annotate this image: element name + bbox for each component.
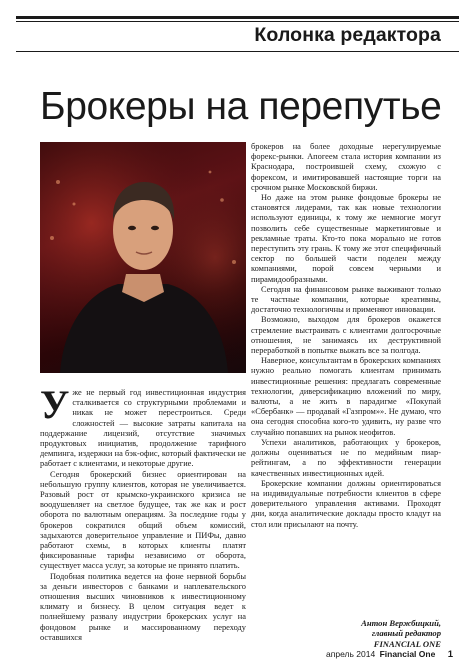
author-signature [361,618,441,649]
header-rule-under [16,51,459,52]
article-column-left [40,382,246,643]
editor-photo [40,142,246,373]
paragraph-lead: Уже не первый год инвестиционная индустрия сталкивается со структурными проблемами и никак не может перестроиться. Среди сложностей — высокие затраты капитала на поддержание лицензий, отсутствие значимых продуктовых инициатив, продолжение тарифного демпинга, издержки на бэк-офис, который фактически не работает с клиентами, и некоторые другие. [40,382,246,469]
headline: Брокеры на перепутье [40,85,442,128]
paragraph: Сегодня на финансовом рынке выживают только те частные компании, которые креативны, достаточно технологичны и применяют инновации. [251,284,441,315]
author-name: Антон Вержбицкий, [361,618,441,628]
paragraph-continued: брокеров на более доходные нерегулируемые форекс-рынки. Апогеем стала история компании из Краснодара, построившей схему, схожую с форексом, и имитировавшей настоящие торги на срочном рынке Московской биржи. [251,142,441,192]
author-publication: FINANCIAL ONE [373,638,441,649]
author-role: главный редактор [371,628,441,639]
page-footer [326,649,453,660]
paragraph: Сегодня брокерский бизнес ориентирован на небольшую группу клиентов, которая не увеличивается. Разовый рост от крымско-украинского кризиса не воодушевляет на светлое будущее, так же как и рост оборота по валютным операциям. За последние годы у брокеров сократился общий объем комиссий, задыхаются доверительное управление и ПИФы, давно работают схемы, в которых клиенты платят фиксированные тарифы независимо от оборота, существует масса услуг, за которые не принято платить. [40,469,246,571]
paragraph: Подобная политика ведется на фоне нервной борьбы за деньги инвесторов с банками и наплевательского отношения высших чиновников к инвестиционному климату и бизнесу. В целом ситуация ведет к полнейшему развалу индустрии брокерских услуг на фондовом рынке и массированному переходу оставшихся [40,571,246,642]
header-rule-thick [16,16,459,19]
portrait-icon [40,142,246,373]
page-number: 1 [447,649,453,660]
paragraph: Возможно, выходом для брокеров окажется стремление выстраивать с клиентами долгосрочные отношения, не занимаясь их деструктивной переработкой в попытке выжать все за полгода. [251,315,441,356]
paragraph: Но даже на этом рынке фондовые брокеры не становятся лидерами, так как новые технологии используют единицы, к тому же немногие могут позволить себе существенные маркетинговые и рекламные траты. Кто-то пока морально не готов переступить эту грань. К тому же этот специфичный сектор по большей части поделен между компаниями, порой совсем черными и пирамидообразными. [251,193,441,284]
paragraph: Брокерские компании должны ориентироваться на индивидуальные потребности клиентов в сфере доверительного управления активами. Проходят дни, когда аналитические доклады просто кладут на стол или присылают на почту. [251,478,441,529]
issue-date: апрель 2014 [326,649,376,659]
footer-brand: Financial One [379,649,436,659]
dropcap: У [40,382,70,427]
paragraph: Наверное, консультантам в брокерских компаниях нужно реально помогать клиентам принимать инвестиционные решения: предлагать современные технологии, диверсификацию вложений по миру, валюты, а не жить в парадигме «Покупай «Сбербанк» — продавай «Газпром»». Не думаю, что она сегодня способна кого-то удивить, ну разве что случайно попавших на рынок неофитов. [251,356,441,437]
paragraph: Успехи аналитиков, работающих у брокеров, должны оцениваться не по медийным пиар-рейтингам, а по эффективности генерации качественных инвестиционных идей. [251,437,441,478]
article-column-right [251,142,441,530]
header-rule-thin [16,21,459,22]
section-title: Колонка редактора [254,24,441,46]
